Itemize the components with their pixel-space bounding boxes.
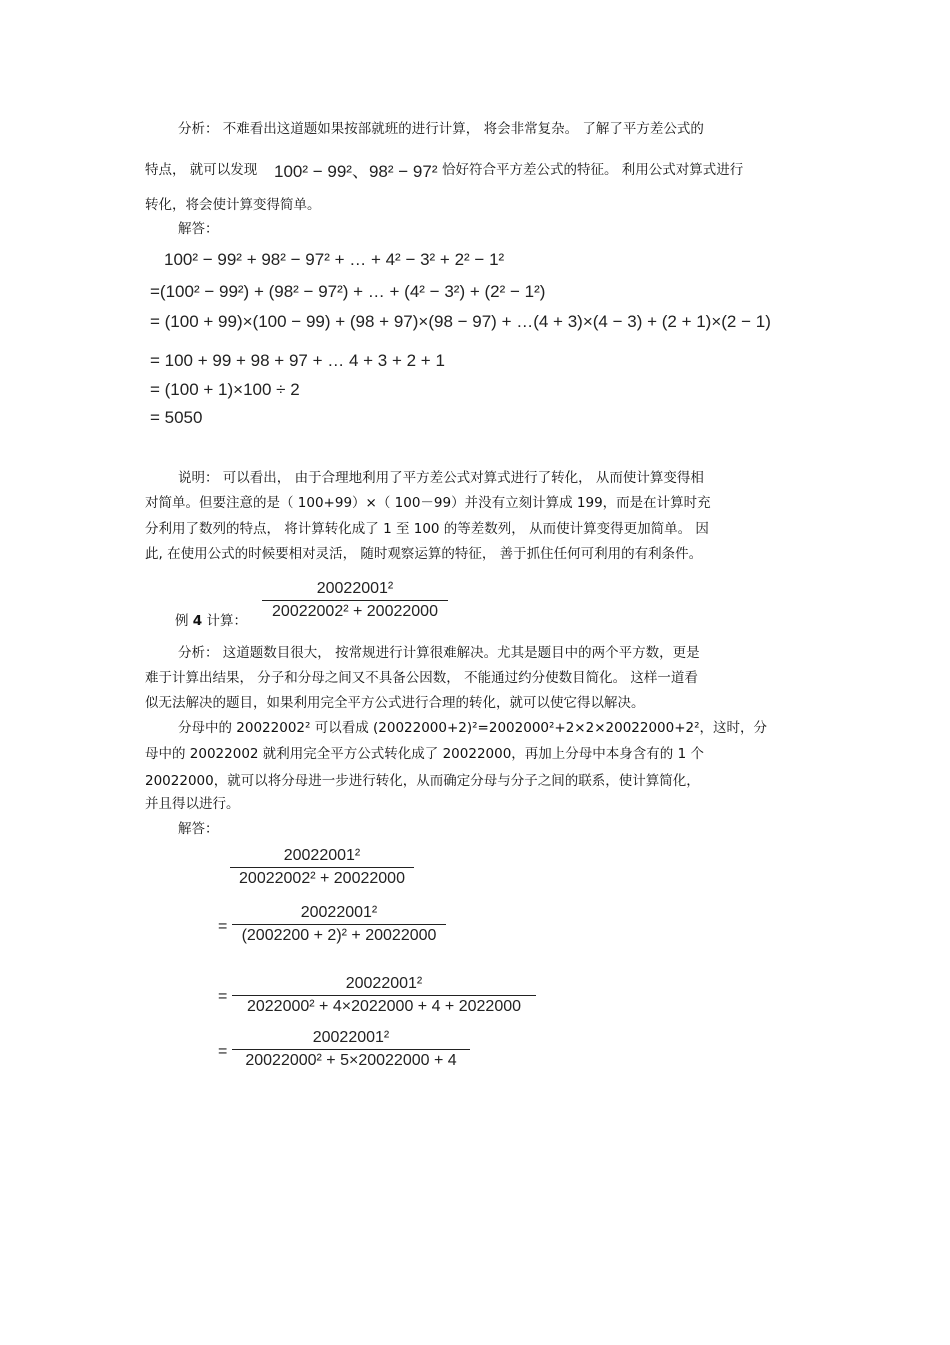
equals-sign-3: = bbox=[218, 1043, 228, 1060]
example4-denominator: 20022002² + 20022000 bbox=[272, 603, 438, 620]
solution2-f3-denominator: 2022000² + 4×2022000 + 4 + 2022000 bbox=[246, 998, 522, 1015]
fraction-bar bbox=[232, 924, 446, 925]
solution2-f1-denominator: 20022002² + 20022000 bbox=[239, 870, 405, 887]
answer-label-1: 解答： bbox=[178, 221, 219, 237]
solution2-f4-numerator: 20022001² bbox=[312, 1029, 390, 1046]
solution1-step-6: = 5050 bbox=[150, 408, 203, 427]
solution2-fraction-3 bbox=[232, 975, 536, 1016]
example4-number: 4 bbox=[192, 613, 203, 629]
equals-sign-2: = bbox=[218, 988, 228, 1005]
answer-label-2: 解答： bbox=[178, 821, 219, 837]
note-line-1: 说明： 可以看出， 由于合理地利用了平方差公式对算式进行了转化， 从而使计算变得相 bbox=[178, 470, 704, 486]
solution1-step-4: = 100 + 99 + 98 + 97 + … 4 + 3 + 2 + 1 bbox=[150, 351, 445, 370]
analysis-line-3: 转化，将会使计算变得简单。 bbox=[145, 197, 321, 213]
analysis-line-2a: 特点， 就可以发现 bbox=[145, 162, 258, 178]
fraction-bar bbox=[232, 1049, 470, 1050]
fraction-bar bbox=[262, 600, 448, 601]
analysis2-line-7: 并且得以进行。 bbox=[145, 796, 240, 812]
equals-sign-1: = bbox=[218, 918, 228, 935]
solution1-step-1: 100² − 99² + 98² − 97² + … + 4² − 3² + 2² − 1² bbox=[164, 250, 505, 269]
solution2-fraction-2 bbox=[232, 904, 446, 945]
fraction-bar bbox=[232, 995, 536, 996]
solution1-step-2: =(100² − 99²) + (98² − 97²) + … + (4² − 3²) + (2² − 1²) bbox=[150, 282, 546, 301]
analysis2-line-3: 似无法解决的题目，如果利用完全平方公式进行合理的转化，就可以使它得以解决。 bbox=[145, 695, 645, 711]
solution2-fraction-1 bbox=[230, 847, 414, 888]
example4-numerator: 20022001² bbox=[316, 580, 394, 597]
analysis-line-1: 分析： 不难看出这道题如果按部就班的进行计算， 将会非常复杂。 了解了平方差公式的 bbox=[178, 121, 704, 137]
example4-label-pre: 例 bbox=[175, 613, 189, 629]
solution2-f1-numerator: 20022001² bbox=[283, 847, 361, 864]
solution2-f3-numerator: 20022001² bbox=[345, 975, 423, 992]
analysis2-line-4: 分母中的 20022002² 可以看成 (20022000+2)²=2002000²+2×2×20022000+2²，这时，分 bbox=[178, 720, 768, 736]
solution2-fraction-4 bbox=[232, 1029, 470, 1070]
note-line-3: 分利用了数列的特点， 将计算转化成了 1 至 100 的等差数列， 从而使计算变得更加简单。 因 bbox=[145, 521, 709, 537]
analysis2-line-5: 母中的 20022002 就利用完全平方公式转化成了 20022000，再加上分母中本身含有的 1 个 bbox=[145, 746, 704, 762]
analysis2-line-6: 20022000，就可以将分母进一步进行转化，从而确定分母与分子之间的联系，使计算简化， bbox=[145, 773, 700, 789]
analysis-inline-formula: 100² − 99²、98² − 97² bbox=[274, 162, 438, 181]
note-line-4: 此, 在使用公式的时候要相对灵活， 随时观察运算的特征， 善于抓住任何可利用的有利条件。 bbox=[145, 546, 703, 562]
example4-fraction bbox=[262, 580, 448, 621]
analysis2-line-1: 分析： 这道题数目很大， 按常规进行计算很难解决。尤其是题目中的两个平方数，更是 bbox=[178, 645, 700, 661]
analysis2-line-2: 难于计算出结果， 分子和分母之间又不具备公因数， 不能通过约分使数目简化。 这样一道看 bbox=[145, 670, 698, 686]
solution2-f2-numerator: 20022001² bbox=[300, 904, 378, 921]
solution2-f2-denominator: (2002200 + 2)² + 20022000 bbox=[241, 927, 437, 944]
solution2-f4-denominator: 20022000² + 5×20022000 + 4 bbox=[245, 1052, 457, 1069]
solution1-step-3: = (100 + 99)×(100 − 99) + (98 + 97)×(98 − 97) + …(4 + 3)×(4 − 3) + (2 + 1)×(2 − 1) bbox=[150, 312, 771, 331]
fraction-bar bbox=[230, 867, 414, 868]
note-line-2: 对简单。但要注意的是（ 100+99）×（ 100－99）并没有立刻计算成 199，而是在计算时充 bbox=[145, 495, 711, 511]
solution1-step-5: = (100 + 1)×100 ÷ 2 bbox=[150, 380, 300, 399]
analysis-line-2b: 恰好符合平方差公式的特征。 利用公式对算式进行 bbox=[442, 162, 744, 178]
example4-label-post: 计算： bbox=[206, 613, 247, 629]
example4-label bbox=[175, 612, 247, 630]
